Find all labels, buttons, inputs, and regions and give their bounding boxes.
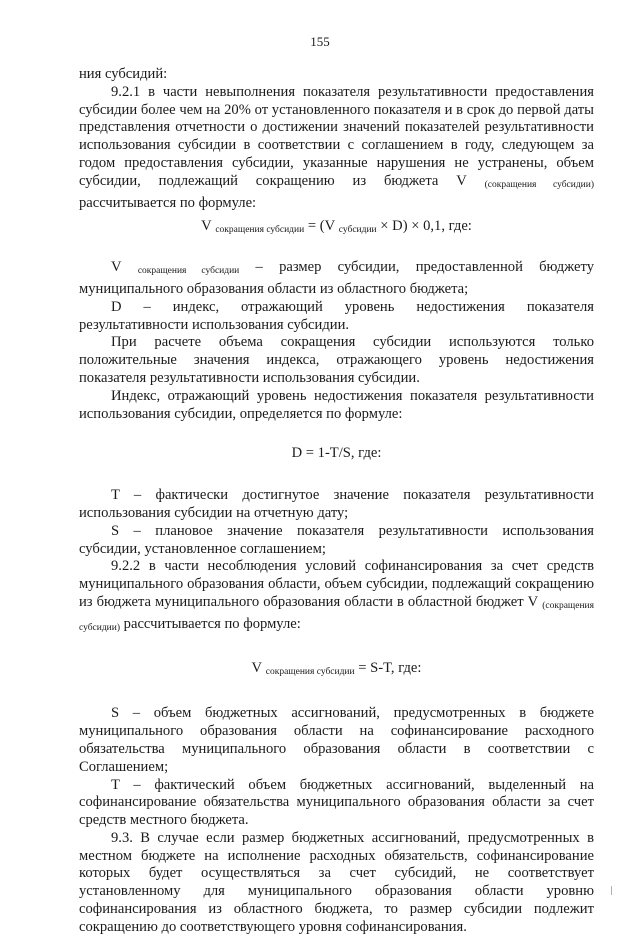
- formula-subscript: сокращения субсидии: [265, 666, 355, 677]
- paragraph-9-3: 9.3. В случае если размер бюджетных ассигнований, предусмотренных в местном бюджете на исполнение расходных обязательств, софинансирование которых будет осуществляться за счет субсидий, не соответствует установленному для муниципального образования области уровню софинансирования из областного бюджета, то размер субсидии подлежит сокращению до соответствующего уровня софинансирования.: [79, 829, 594, 935]
- formula-reduction-volume: [79, 218, 594, 240]
- definition-t-actual: T – фактически достигнутое значение показателя результативности использования субсидии на отчетную дату;: [79, 487, 594, 521]
- paragraph-continuation: ния субсидий:: [79, 66, 168, 82]
- definition-subscript: сокращения субсидии: [137, 266, 240, 277]
- definition-variable: V: [111, 259, 122, 276]
- formula-text: = (V: [304, 218, 336, 235]
- paragraph-text: 9.2.1 в части невыполнения показателя результативности предоставления субсидии более чем на 20% от установленного показателя и в срок до первой даты представления отчетности о достижении значений показателей результативности использования субсидии в соответствии с соглашением в году, следующем за годом предоставления субсидии, указанные нарушения не устранены, объем субсидии, подлежащий сокращению из бюджета V: [79, 83, 594, 189]
- formula-subscript: сокращения субсидии: [215, 225, 305, 236]
- paragraph-text: 9.2.2 в части несоблюдения условий софинансирования за счет средств муниципального образования области, объем субсидии, подлежащий сокращению из бюджета муниципального образования области в областной бюджет V: [79, 558, 594, 610]
- formula-cofinancing: [79, 660, 594, 682]
- paragraph-text: рассчитывается по формуле:: [79, 194, 257, 211]
- formula-subscript: субсидии: [338, 225, 377, 236]
- paragraph-text: рассчитывается по формуле:: [120, 615, 301, 632]
- scan-mark: [611, 886, 612, 895]
- subscript: (сокращения субсидии): [484, 179, 595, 190]
- paragraph-9-2-2: [79, 558, 594, 637]
- definition-v-subsidy: [79, 259, 594, 299]
- paragraph-index-formula-intro: Индекс, отражающий уровень недостижения показателя результативности использования субсидии, определяется по формуле:: [79, 387, 594, 422]
- formula-text: = S-T, где:: [354, 659, 422, 676]
- formula-variable: V: [201, 218, 212, 235]
- paragraph-9-2-1: [79, 84, 594, 213]
- formula-text: × D) × 0,1, где:: [376, 218, 472, 235]
- definition-s-planned: S – плановое значение показателя результативности использования субсидии, установленное соглашением;: [79, 522, 594, 557]
- definition-d-index: D – индекс, отражающий уровень недостижения показателя результативности использования субсидии.: [79, 298, 594, 333]
- page-number: 155: [310, 34, 330, 49]
- subscript: (сокращения субсидии): [79, 600, 594, 633]
- definition-s-allocations: S – объем бюджетных ассигнований, предусмотренных в бюджете муниципального образования области на софинансирование расходного обязательства муниципального образования области в соответствии с Соглашением;: [79, 705, 594, 775]
- definition-t-allocations: T – фактический объем бюджетных ассигнований, выделенный на софинансирование обязательства муниципального образования области за счет средств местного бюджета.: [79, 776, 594, 829]
- definition-text: – размер субсидии, предоставленной бюджету муниципального образования области из областного бюджета;: [79, 259, 594, 297]
- page-body: [79, 66, 594, 937]
- formula-variable: V: [251, 659, 263, 676]
- paragraph-positive-values: При расчете объема сокращения субсидии используются только положительные значения индекса, отражающего уровень недостижения показателя результативности использования субсидии.: [79, 334, 594, 386]
- formula-index: D = 1-T/S, где:: [291, 445, 382, 462]
